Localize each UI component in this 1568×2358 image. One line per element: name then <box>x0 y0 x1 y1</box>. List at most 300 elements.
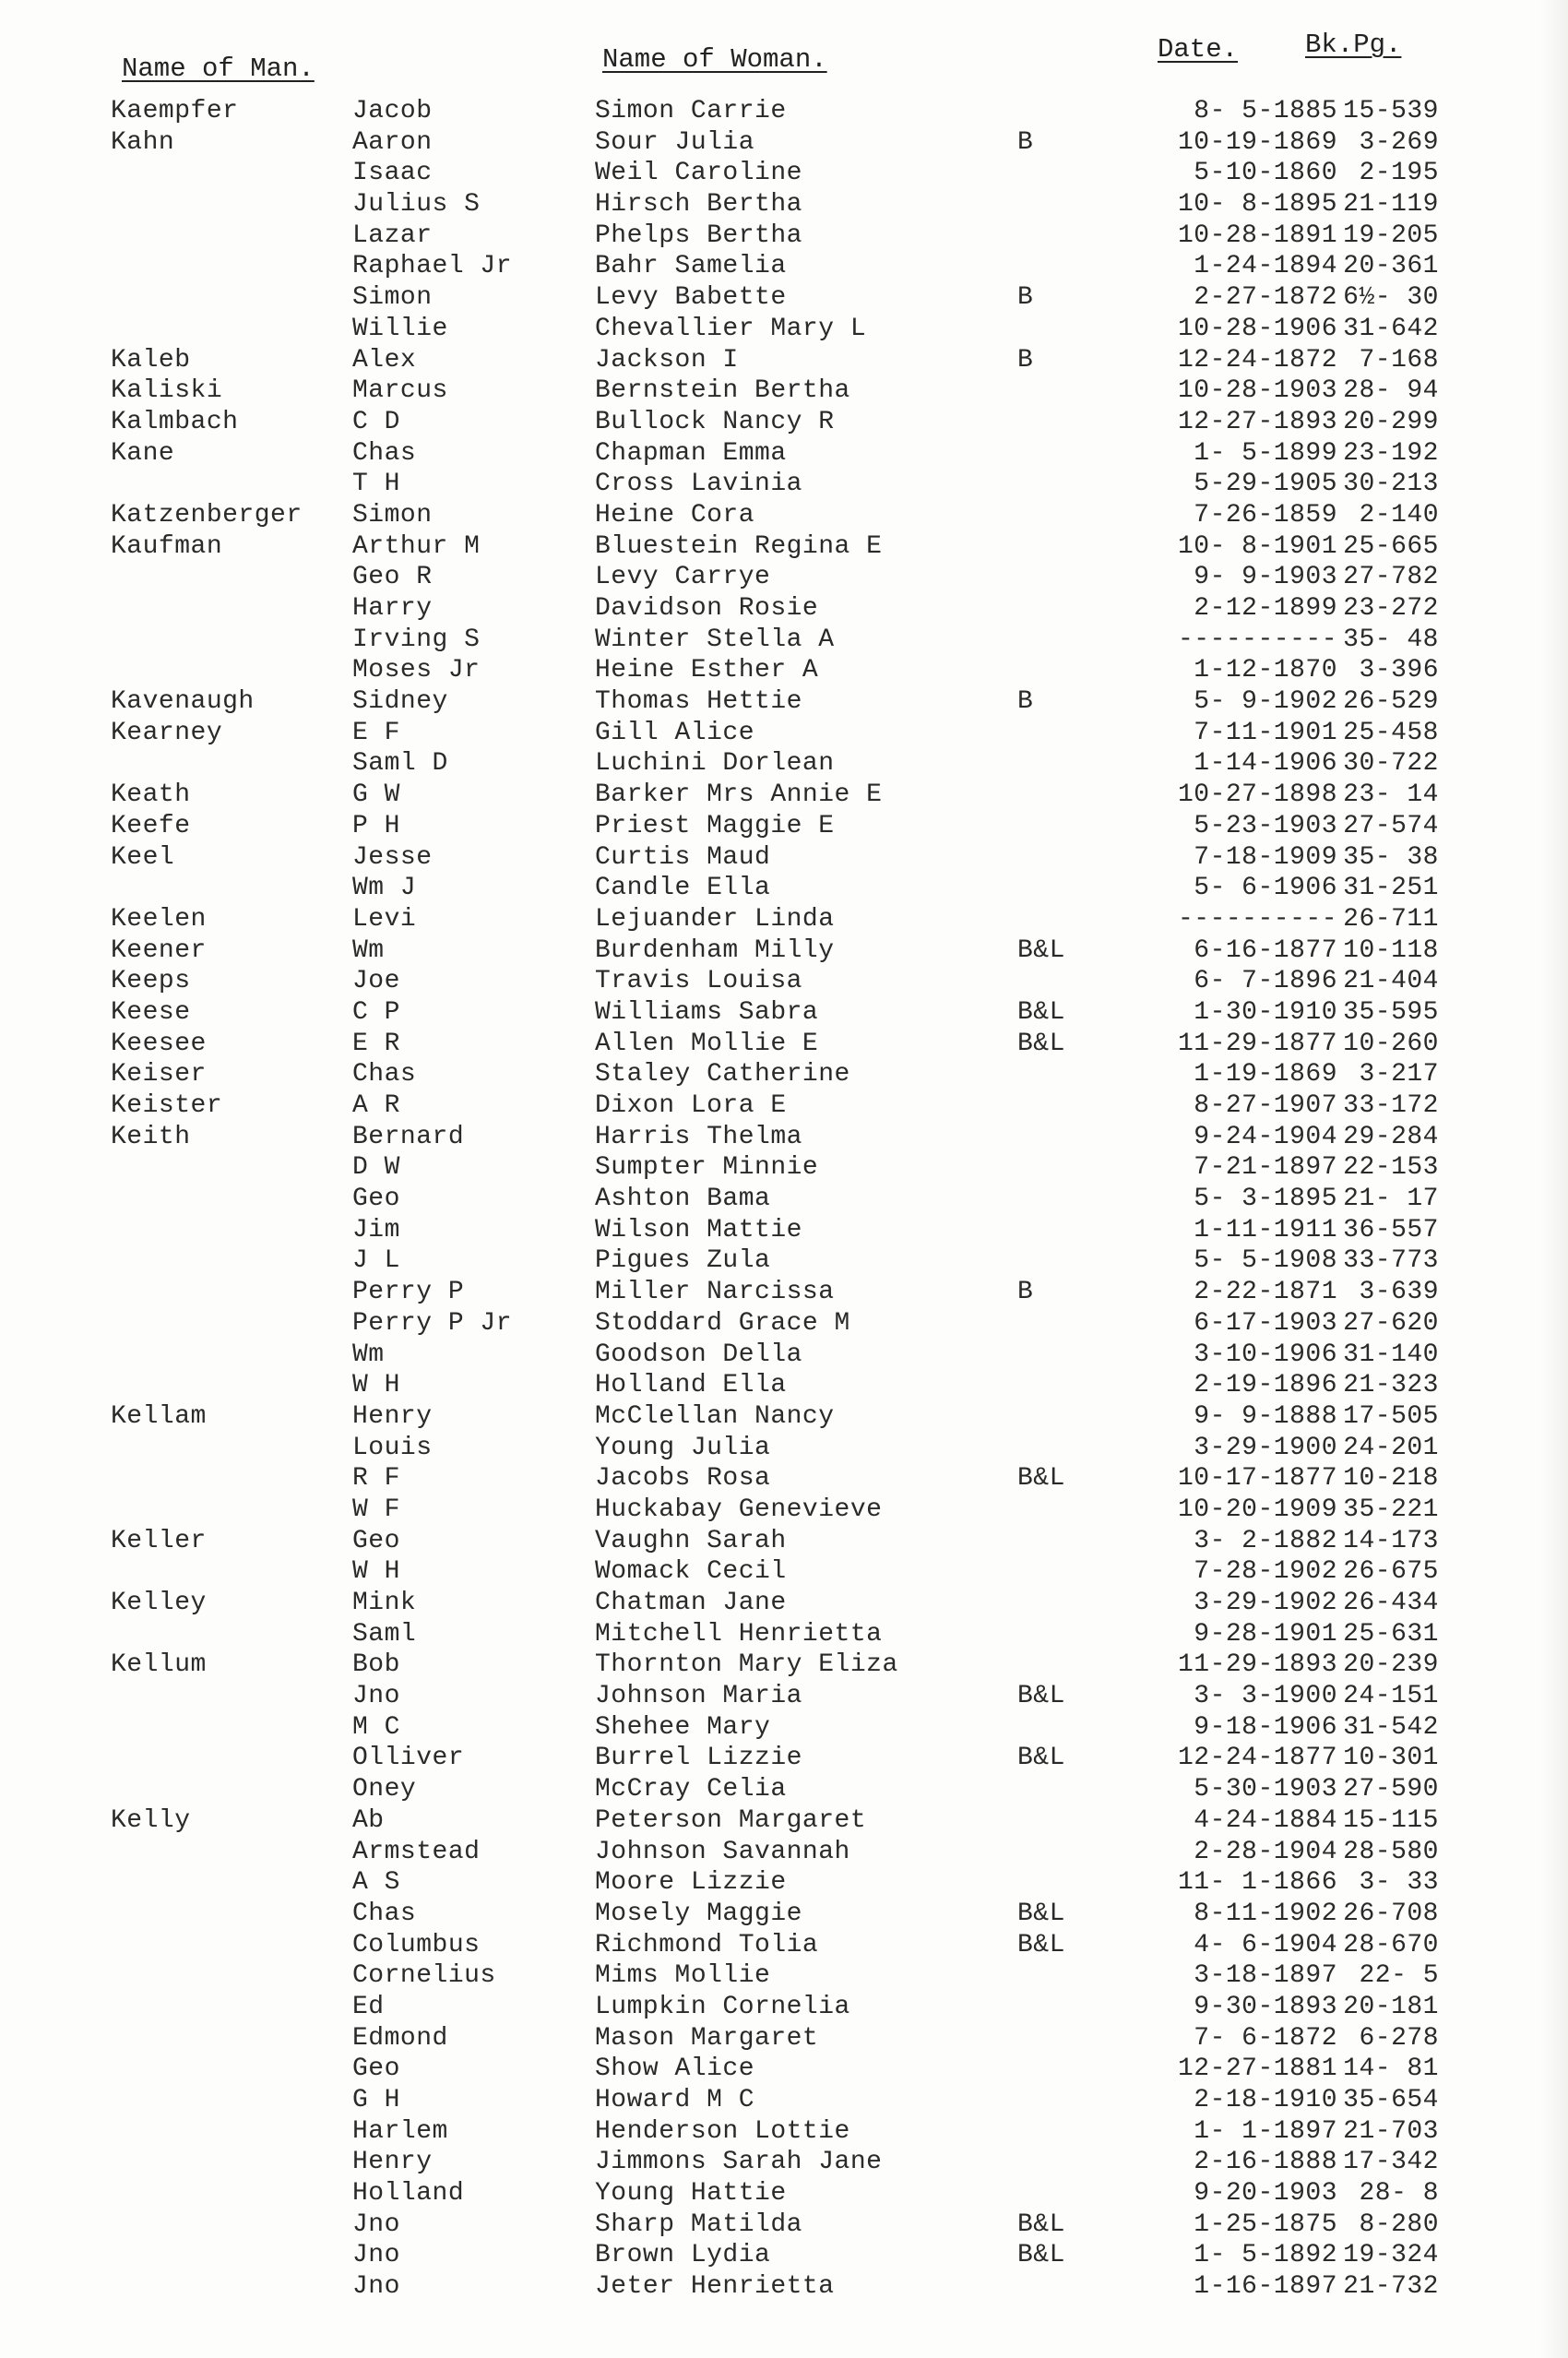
table-row <box>0 1090 1568 1122</box>
book-page: 3-269 <box>1359 127 1439 157</box>
man-surname: Keelen <box>111 904 207 934</box>
record-marker: B&L <box>1017 2241 1065 2270</box>
book-page: 30-722 <box>1343 749 1439 779</box>
man-surname: Keese <box>111 997 191 1027</box>
book-page: 3-639 <box>1359 1278 1439 1307</box>
record-marker: B <box>1017 127 1034 157</box>
table-row <box>0 1899 1568 1930</box>
marriage-date: 9-28-1901 <box>1194 1619 1337 1649</box>
man-given-name: Geo <box>352 2054 400 2084</box>
book-page: 26-675 <box>1343 1557 1439 1587</box>
record-marker: B <box>1017 283 1034 313</box>
marriage-date: 1-14-1906 <box>1194 749 1337 779</box>
book-page: 3-396 <box>1359 656 1439 685</box>
record-marker: B&L <box>1017 1744 1065 1773</box>
marriage-date: 12-27-1881 <box>1177 2054 1337 2084</box>
book-page: 6½- 30 <box>1343 283 1439 313</box>
book-page: 21- 17 <box>1343 1185 1439 1214</box>
man-given-name: W H <box>352 1557 400 1587</box>
book-page: 8-280 <box>1359 2209 1439 2239</box>
woman-name: Hirsch Bertha <box>595 190 802 220</box>
marriage-date: 3- 2-1882 <box>1194 1526 1337 1555</box>
book-page: 28- 94 <box>1343 376 1439 406</box>
book-page: 36-557 <box>1343 1215 1439 1244</box>
table-row <box>0 1184 1568 1215</box>
woman-name: Priest Maggie E <box>595 811 835 840</box>
book-page: 35-654 <box>1343 2086 1439 2114</box>
woman-name: Holland Ella <box>595 1371 787 1400</box>
marriage-date: 12-27-1893 <box>1177 407 1337 436</box>
woman-name: Staley Catherine <box>595 1060 850 1090</box>
book-page: 21-404 <box>1343 967 1439 996</box>
man-given-name: Wm <box>352 1340 385 1369</box>
man-given-name: Aaron <box>352 127 433 157</box>
woman-name: Levy Babette <box>595 283 787 313</box>
table-row <box>0 1370 1568 1401</box>
woman-name: Goodson Della <box>595 1340 802 1369</box>
marriage-date: 2-16-1888 <box>1194 2148 1337 2177</box>
man-given-name: C D <box>352 407 400 436</box>
marriage-date: 9- 9-1888 <box>1194 1401 1337 1431</box>
table-row <box>0 1463 1568 1495</box>
man-given-name: Harlem <box>352 2116 448 2146</box>
book-page: 26-434 <box>1343 1589 1439 1617</box>
marriage-date: 8- 5-1885 <box>1194 97 1337 125</box>
woman-name: Womack Cecil <box>595 1557 787 1587</box>
table-row <box>0 780 1568 811</box>
marriage-date: 5- 6-1906 <box>1194 874 1337 903</box>
table-row <box>0 1774 1568 1805</box>
man-surname: Kearney <box>111 718 223 747</box>
woman-name: Johnson Savannah <box>595 1837 850 1866</box>
woman-name: Mitchell Henrietta <box>595 1619 883 1649</box>
table-row <box>0 811 1568 842</box>
woman-name: Sharp Matilda <box>595 2209 802 2239</box>
man-given-name: W F <box>352 1495 400 1524</box>
woman-name: Shehee Mary <box>595 1712 771 1742</box>
book-page: 21-732 <box>1343 2272 1439 2302</box>
man-given-name: Simon <box>352 283 433 313</box>
man-surname: Kavenaugh <box>111 687 255 717</box>
book-page: 21-323 <box>1343 1371 1439 1400</box>
woman-name: Burrel Lizzie <box>595 1744 802 1773</box>
man-given-name: Marcus <box>352 376 448 406</box>
man-given-name: Harry <box>352 594 433 623</box>
man-surname: Kelley <box>111 1589 207 1617</box>
table-row <box>0 2178 1568 2209</box>
man-given-name: Bob <box>352 1650 400 1680</box>
woman-name: Chapman Emma <box>595 438 787 468</box>
book-page: 28- 8 <box>1359 2179 1439 2209</box>
man-given-name: Henry <box>352 2148 433 2177</box>
marriage-date: 3-10-1906 <box>1194 1340 1337 1369</box>
marriage-date: 11-29-1893 <box>1177 1650 1337 1680</box>
table-row <box>0 189 1568 220</box>
table-row <box>0 96 1568 127</box>
book-page: 15-115 <box>1343 1805 1439 1835</box>
table-row <box>0 997 1568 1029</box>
man-given-name: Perry P Jr <box>352 1308 513 1338</box>
woman-name: Curtis Maud <box>595 842 771 872</box>
table-row <box>0 469 1568 500</box>
man-given-name: T H <box>352 470 400 499</box>
record-marker: B&L <box>1017 1930 1065 1959</box>
marriage-date: 11- 1-1866 <box>1177 1868 1337 1898</box>
table-row <box>0 873 1568 904</box>
woman-name: Mason Margaret <box>595 2023 819 2053</box>
marriage-date: 12-24-1877 <box>1177 1744 1337 1773</box>
table-row <box>0 1029 1568 1060</box>
man-given-name: Jno <box>352 1682 400 1711</box>
table-row <box>0 2240 1568 2271</box>
man-given-name: Perry P <box>352 1278 465 1307</box>
table-row <box>0 345 1568 376</box>
man-given-name: A R <box>352 1091 400 1120</box>
record-marker: B <box>1017 1278 1034 1307</box>
book-page: 2-140 <box>1359 500 1439 530</box>
woman-name: Barker Mrs Annie E <box>595 780 883 810</box>
woman-name: Phelps Bertha <box>595 220 802 250</box>
table-row <box>0 1433 1568 1464</box>
woman-name: Peterson Margaret <box>595 1805 867 1835</box>
book-page: 31-251 <box>1343 874 1439 903</box>
table-row <box>0 1401 1568 1433</box>
man-surname: Keister <box>111 1091 223 1120</box>
woman-name: Mosely Maggie <box>595 1899 802 1928</box>
table-row <box>0 2023 1568 2054</box>
table-row <box>0 1681 1568 1712</box>
marriage-date: 3- 3-1900 <box>1194 1682 1337 1711</box>
woman-name: Heine Cora <box>595 500 755 530</box>
table-row <box>0 282 1568 314</box>
man-given-name: M C <box>352 1712 400 1742</box>
man-surname: Kane <box>111 438 175 468</box>
woman-name: Richmond Tolia <box>595 1930 819 1959</box>
marriage-date: 4- 6-1904 <box>1194 1930 1337 1959</box>
table-row <box>0 127 1568 159</box>
woman-name: Harris Thelma <box>595 1122 802 1151</box>
man-given-name: Mink <box>352 1589 417 1617</box>
woman-name: Jimmons Sarah Jane <box>595 2148 883 2177</box>
table-row <box>0 1649 1568 1681</box>
man-given-name: Chas <box>352 438 417 468</box>
man-given-name: Saml D <box>352 749 448 779</box>
header-book-page: Bk.Pg. <box>1305 30 1402 60</box>
table-row <box>0 748 1568 780</box>
woman-name: Davidson Rosie <box>595 594 819 623</box>
record-marker: B <box>1017 345 1034 375</box>
man-given-name: Willie <box>352 314 448 343</box>
book-page: 24-201 <box>1343 1433 1439 1462</box>
marriage-date: 1-11-1911 <box>1194 1215 1337 1244</box>
man-given-name: Chas <box>352 1060 417 1090</box>
marriage-date: 1-24-1894 <box>1194 252 1337 281</box>
table-row <box>0 1308 1568 1340</box>
marriage-date: 3-18-1897 <box>1194 1961 1337 1991</box>
marriage-date: 7- 6-1872 <box>1194 2023 1337 2053</box>
woman-name: Levy Carrye <box>595 563 771 592</box>
woman-name: Sour Julia <box>595 127 755 157</box>
marriage-date: 6-16-1877 <box>1194 935 1337 965</box>
marriage-records-table <box>0 96 1568 2303</box>
marriage-date: 1- 5-1892 <box>1194 2241 1337 2270</box>
record-marker: B&L <box>1017 1899 1065 1928</box>
record-marker: B <box>1017 687 1034 717</box>
man-given-name: Arthur M <box>352 531 481 561</box>
marriage-date: 1-16-1897 <box>1194 2272 1337 2302</box>
book-page: 23- 14 <box>1343 780 1439 810</box>
book-page: 28-670 <box>1343 1930 1439 1959</box>
man-given-name: Lazar <box>352 220 433 250</box>
table-row <box>0 1930 1568 1961</box>
man-given-name: Alex <box>352 345 417 375</box>
book-page: 31-140 <box>1343 1340 1439 1369</box>
table-row <box>0 625 1568 656</box>
marriage-date: 1-19-1869 <box>1194 1060 1337 1090</box>
man-surname: Kelly <box>111 1805 191 1835</box>
man-surname: Keesee <box>111 1029 207 1058</box>
table-row <box>0 1556 1568 1588</box>
marriage-date: 5-23-1903 <box>1194 811 1337 840</box>
table-row <box>0 2209 1568 2241</box>
marriage-date: 10-28-1906 <box>1177 314 1337 343</box>
marriage-date: 1-30-1910 <box>1194 997 1337 1027</box>
table-row <box>0 1712 1568 1744</box>
book-page: 27-782 <box>1343 563 1439 592</box>
woman-name: Weil Caroline <box>595 159 802 188</box>
book-page: 30-213 <box>1343 470 1439 499</box>
marriage-date: 9-18-1906 <box>1194 1712 1337 1742</box>
man-given-name: Geo <box>352 1185 400 1214</box>
woman-name: Thornton Mary Eliza <box>595 1650 898 1680</box>
table-row <box>0 1960 1568 1992</box>
table-row <box>0 935 1568 967</box>
man-given-name: D W <box>352 1153 400 1183</box>
man-given-name: Geo <box>352 1526 400 1555</box>
book-page: 17-342 <box>1343 2148 1439 2177</box>
woman-name: Mims Mollie <box>595 1961 771 1991</box>
man-given-name: Wm <box>352 935 385 965</box>
woman-name: Huckabay Genevieve <box>595 1495 883 1524</box>
woman-name: Candle Ella <box>595 874 771 903</box>
woman-name: Jackson I <box>595 345 739 375</box>
book-page: 25-631 <box>1343 1619 1439 1649</box>
table-row <box>0 1805 1568 1837</box>
woman-name: Burdenham Milly <box>595 935 835 965</box>
header-name-of-woman: Name of Woman. <box>602 44 827 75</box>
man-given-name: Sidney <box>352 687 448 717</box>
man-given-name: Henry <box>352 1401 433 1431</box>
table-row <box>0 1152 1568 1184</box>
marriage-date: 7-18-1909 <box>1194 842 1337 872</box>
man-given-name: W H <box>352 1371 400 1400</box>
woman-name: Pigues Zula <box>595 1246 771 1276</box>
book-page: 3- 33 <box>1359 1868 1439 1898</box>
man-given-name: Geo R <box>352 563 433 592</box>
marriage-date: 5-29-1905 <box>1194 470 1337 499</box>
man-given-name: Joe <box>352 967 400 996</box>
book-page: 26-708 <box>1343 1899 1439 1928</box>
woman-name: Wilson Mattie <box>595 1215 802 1244</box>
marriage-date: 5- 5-1908 <box>1194 1246 1337 1276</box>
marriage-date: 10- 8-1895 <box>1177 190 1337 220</box>
book-page: 26-529 <box>1343 687 1439 717</box>
book-page: 19-324 <box>1343 2241 1439 2270</box>
man-given-name: Jno <box>352 2272 400 2302</box>
man-surname: Kalmbach <box>111 407 239 436</box>
table-row <box>0 1245 1568 1277</box>
marriage-date: 12-24-1872 <box>1177 345 1337 375</box>
woman-name: Young Julia <box>595 1433 771 1462</box>
book-page: 29-284 <box>1343 1122 1439 1151</box>
table-row <box>0 686 1568 718</box>
table-row <box>0 593 1568 625</box>
table-row <box>0 2147 1568 2178</box>
marriage-date: 1-25-1875 <box>1194 2209 1337 2239</box>
table-row <box>0 1495 1568 1526</box>
book-page: 31-542 <box>1343 1712 1439 1742</box>
woman-name: Henderson Lottie <box>595 2116 850 2146</box>
book-page: 20-361 <box>1343 252 1439 281</box>
man-given-name: Columbus <box>352 1930 481 1959</box>
man-surname: Keath <box>111 780 191 810</box>
book-page: 3-217 <box>1359 1060 1439 1090</box>
woman-name: Jacobs Rosa <box>595 1464 771 1494</box>
table-row <box>0 1215 1568 1246</box>
table-row <box>0 251 1568 282</box>
marriage-date: 7-11-1901 <box>1194 718 1337 747</box>
man-given-name: Oney <box>352 1775 417 1804</box>
woman-name: Dixon Lora E <box>595 1091 787 1120</box>
marriage-date: 5-10-1860 <box>1194 159 1337 188</box>
book-page: 20-239 <box>1343 1650 1439 1680</box>
table-row <box>0 966 1568 997</box>
book-page: 25-665 <box>1343 531 1439 561</box>
book-page: 28-580 <box>1343 1837 1439 1866</box>
woman-name: Cross Lavinia <box>595 470 802 499</box>
table-row <box>0 1526 1568 1557</box>
woman-name: Luchini Dorlean <box>595 749 835 779</box>
book-page: 20-181 <box>1343 1992 1439 2021</box>
table-row <box>0 2116 1568 2148</box>
man-given-name: Jim <box>352 1215 400 1244</box>
table-row <box>0 1340 1568 1371</box>
man-given-name: Saml <box>352 1619 417 1649</box>
man-given-name: Holland <box>352 2179 465 2209</box>
woman-name: Chatman Jane <box>595 1589 787 1617</box>
man-surname: Keith <box>111 1122 191 1151</box>
man-given-name: Jacob <box>352 97 433 125</box>
man-surname: Keefe <box>111 811 191 840</box>
marriage-date: ---------- <box>1177 904 1337 934</box>
marriage-date: 2-18-1910 <box>1194 2086 1337 2114</box>
table-row <box>0 438 1568 470</box>
column-header-row <box>0 28 1568 83</box>
marriage-date: 7-26-1859 <box>1194 500 1337 530</box>
book-page: 7-168 <box>1359 345 1439 375</box>
marriage-date: 3-29-1902 <box>1194 1589 1337 1617</box>
man-surname: Kaliski <box>111 376 223 406</box>
table-row <box>0 1619 1568 1650</box>
woman-name: Winter Stella A <box>595 625 835 654</box>
man-given-name: R F <box>352 1464 400 1494</box>
book-page: 24-151 <box>1343 1682 1439 1711</box>
header-name-of-man: Name of Man. <box>122 54 315 84</box>
book-page: 15-539 <box>1343 97 1439 125</box>
man-surname: Keiser <box>111 1060 207 1090</box>
marriage-date: 1-12-1870 <box>1194 656 1337 685</box>
record-marker: B&L <box>1017 2209 1065 2239</box>
man-surname: Kaufman <box>111 531 223 561</box>
woman-name: Travis Louisa <box>595 967 802 996</box>
book-page: 21-119 <box>1343 190 1439 220</box>
marriage-date: 2-19-1896 <box>1194 1371 1337 1400</box>
book-page: 22-153 <box>1343 1153 1439 1183</box>
man-given-name: Irving S <box>352 625 481 654</box>
table-row <box>0 1277 1568 1308</box>
table-row <box>0 531 1568 563</box>
book-page: 23-192 <box>1343 438 1439 468</box>
marriage-date: 5- 9-1902 <box>1194 687 1337 717</box>
table-row <box>0 407 1568 438</box>
woman-name: Moore Lizzie <box>595 1868 787 1898</box>
woman-name: Jeter Henrietta <box>595 2272 835 2302</box>
marriage-date: 10-19-1869 <box>1177 127 1337 157</box>
woman-name: Sumpter Minnie <box>595 1153 819 1183</box>
man-given-name: P H <box>352 811 400 840</box>
woman-name: Bullock Nancy R <box>595 407 835 436</box>
book-page: 33-773 <box>1343 1246 1439 1276</box>
man-given-name: J L <box>352 1246 400 1276</box>
man-given-name: Moses Jr <box>352 656 481 685</box>
man-surname: Katzenberger <box>111 500 303 530</box>
marriage-date: 10-17-1877 <box>1177 1464 1337 1494</box>
table-row <box>0 842 1568 874</box>
table-row <box>0 1992 1568 2023</box>
table-row <box>0 2054 1568 2085</box>
table-row <box>0 904 1568 935</box>
marriage-date: 1- 1-1897 <box>1194 2116 1337 2146</box>
record-marker: B&L <box>1017 1682 1065 1711</box>
book-page: 35- 48 <box>1343 625 1439 654</box>
marriage-date: 2-12-1899 <box>1194 594 1337 623</box>
book-page: 10-118 <box>1343 935 1439 965</box>
book-page: 6-278 <box>1359 2023 1439 2053</box>
marriage-date: 7-21-1897 <box>1194 1153 1337 1183</box>
table-row <box>0 220 1568 252</box>
book-page: 33-172 <box>1343 1091 1439 1120</box>
man-given-name: Cornelius <box>352 1961 496 1991</box>
man-given-name: Wm J <box>352 874 417 903</box>
man-given-name: Simon <box>352 500 433 530</box>
book-page: 35- 38 <box>1343 842 1439 872</box>
woman-name: Bahr Samelia <box>595 252 787 281</box>
marriage-date: 10-20-1909 <box>1177 1495 1337 1524</box>
man-given-name: Bernard <box>352 1122 465 1151</box>
woman-name: Lumpkin Cornelia <box>595 1992 850 2021</box>
marriage-date: 4-24-1884 <box>1194 1805 1337 1835</box>
man-given-name: C P <box>352 997 400 1027</box>
woman-name: Lejuander Linda <box>595 904 835 934</box>
marriage-date: 10-28-1903 <box>1177 376 1337 406</box>
woman-name: Bluestein Regina E <box>595 531 883 561</box>
woman-name: McCray Celia <box>595 1775 787 1804</box>
man-given-name: Jesse <box>352 842 433 872</box>
woman-name: Johnson Maria <box>595 1682 802 1711</box>
marriage-date: 9-20-1903 <box>1194 2179 1337 2209</box>
man-surname: Keel <box>111 842 175 872</box>
man-given-name: Isaac <box>352 159 433 188</box>
